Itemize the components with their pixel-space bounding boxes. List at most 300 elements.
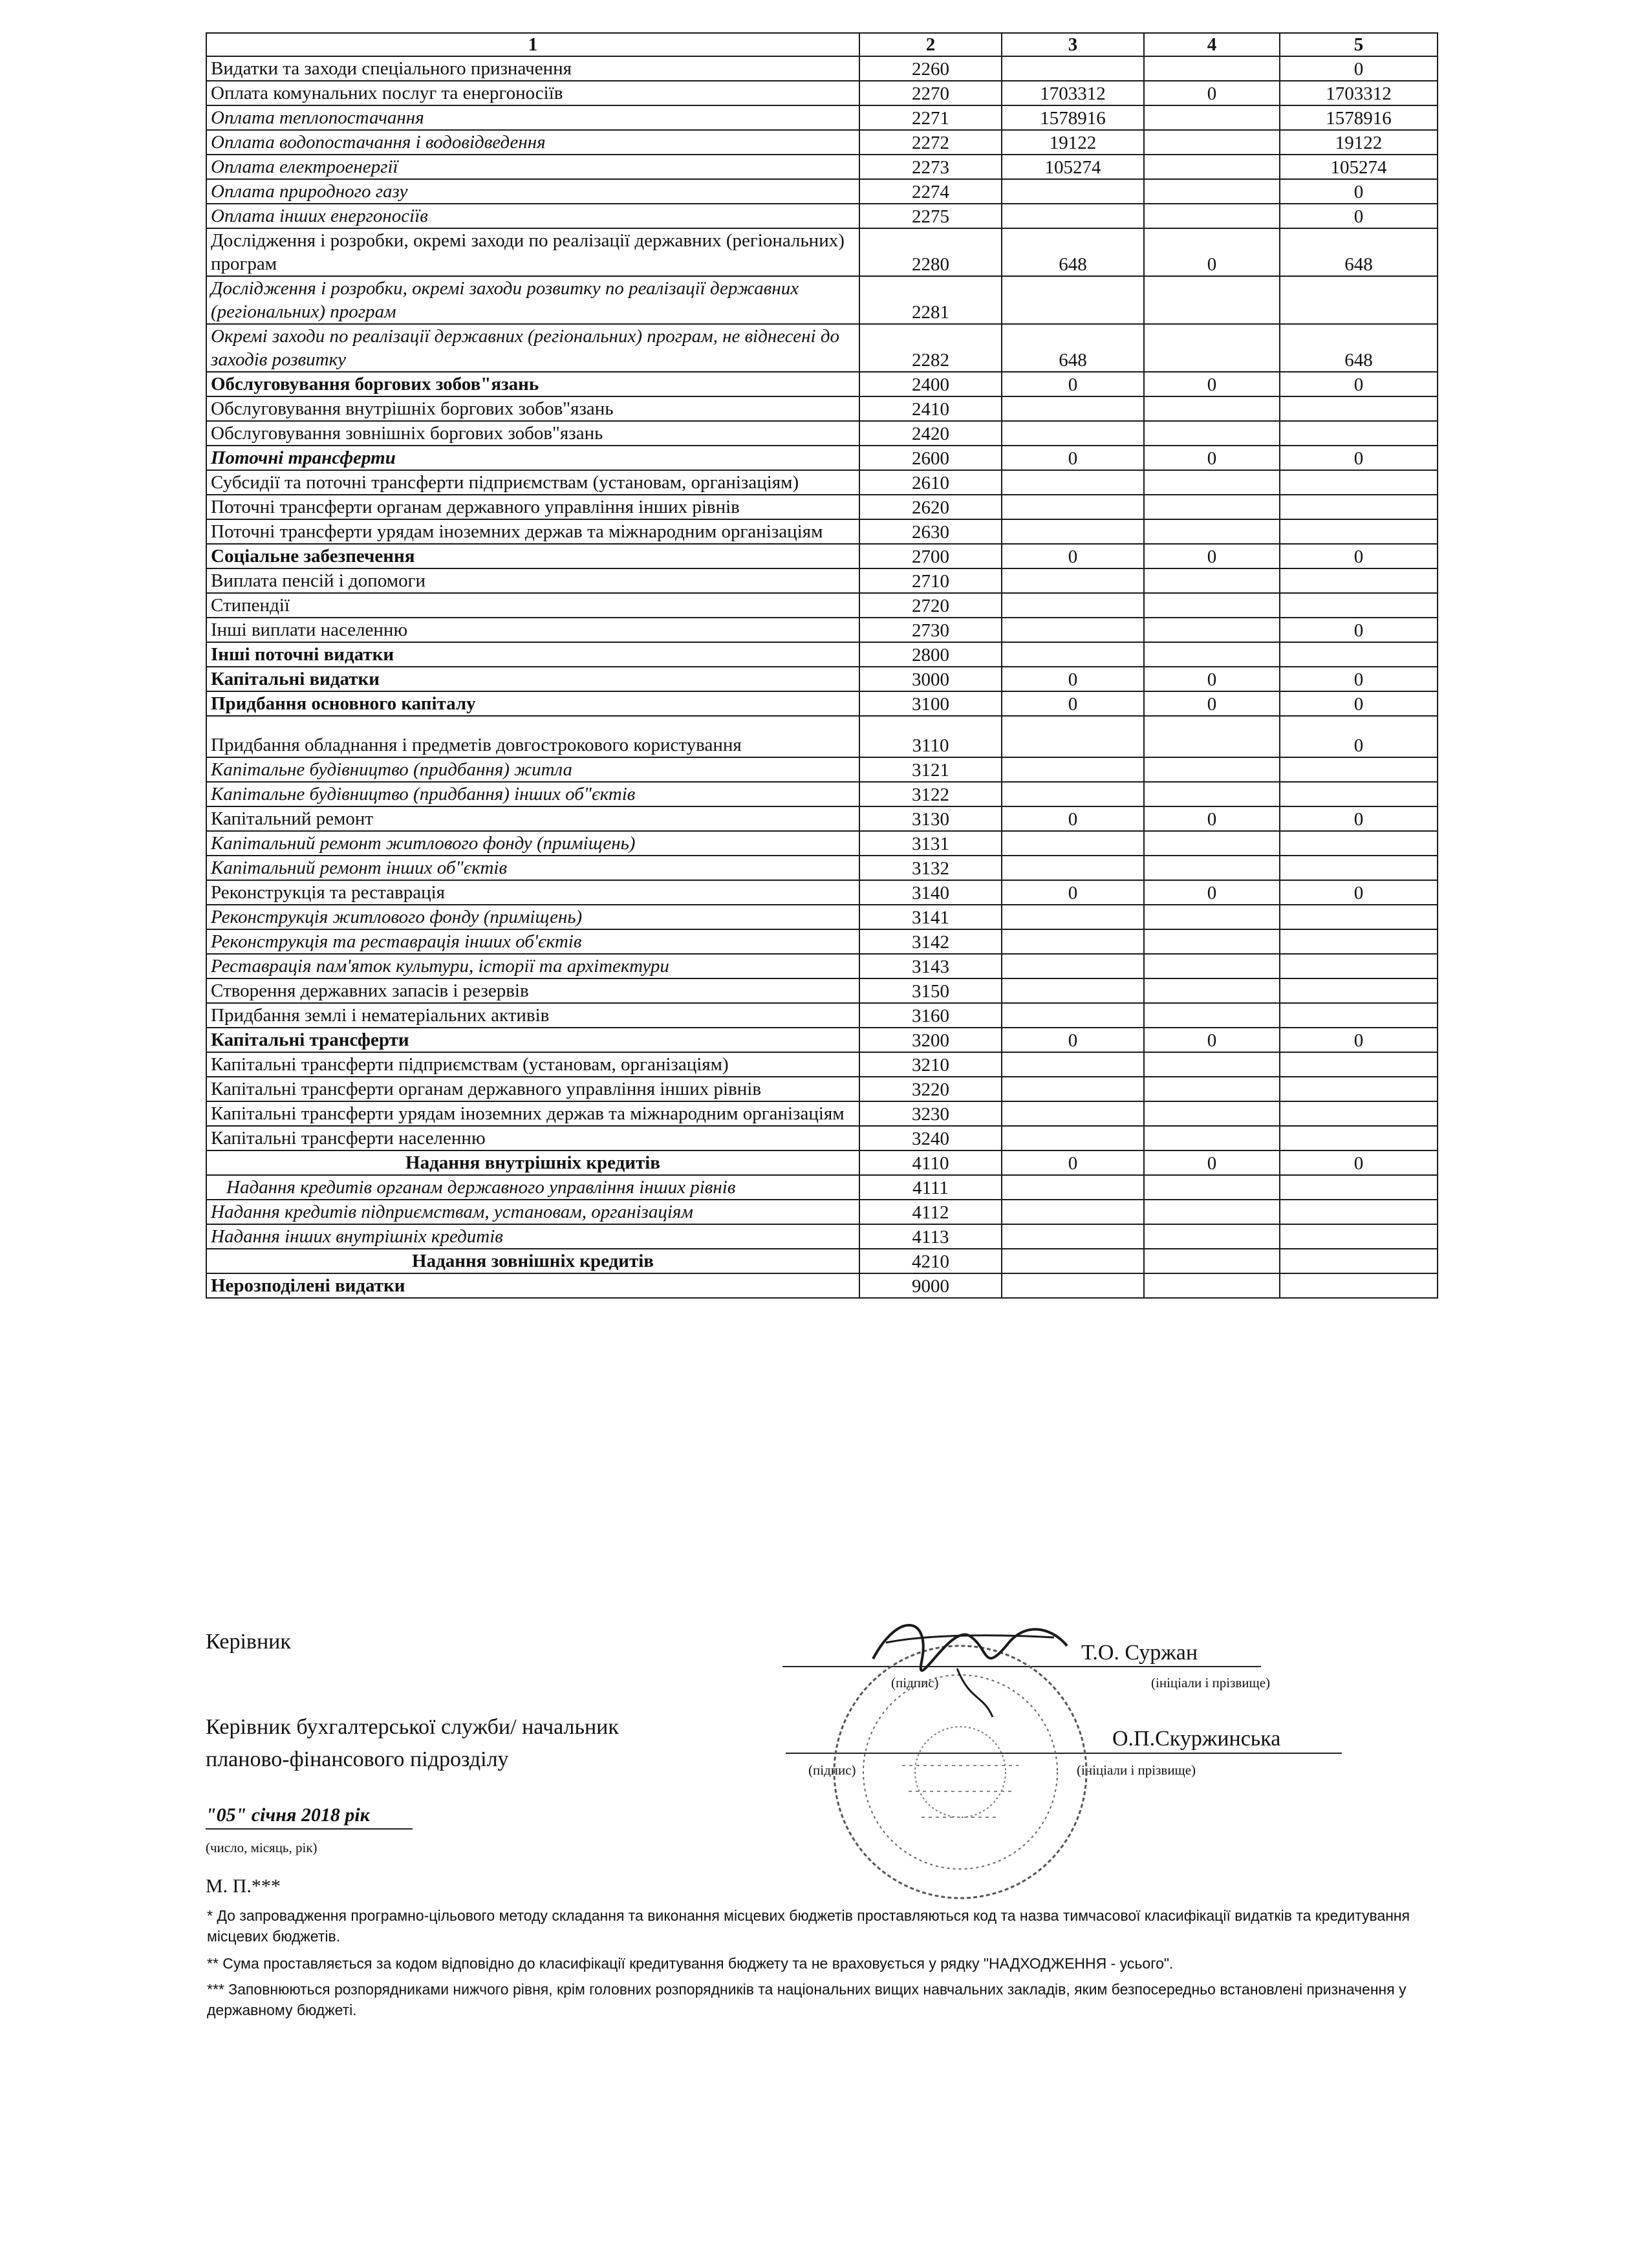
row-label: Придбання обладнання і предметів довгострокового користування	[206, 716, 859, 757]
row-code: 2280	[859, 228, 1002, 276]
row-code: 4113	[859, 1224, 1002, 1249]
row-label: Капітальне будівництво (придбання) житла	[206, 757, 859, 782]
accountant-title-line2: планово-фінансового підрозділу	[206, 1747, 509, 1771]
row-value-col-5: 0	[1280, 880, 1438, 905]
row-value-col-4	[1144, 978, 1280, 1003]
table-row	[206, 1224, 1438, 1249]
row-label: Оплата водопостачання і водовідведення	[206, 130, 859, 155]
row-value-col-4: 0	[1144, 1150, 1280, 1175]
row-label: Реконструкція та реставрація	[206, 880, 859, 905]
row-value-col-3	[1002, 519, 1144, 544]
table-row	[206, 806, 1438, 831]
row-value-col-4	[1144, 618, 1280, 642]
header-col-2: 2	[859, 33, 1002, 56]
footnote-3: *** Заповнюються розпорядниками нижчого рівня, крім головних розпорядників та національних вищих навчальних закладів, яким безпосередньо встановлені призначення у державному бюджеті.	[207, 1981, 1406, 2018]
row-value-col-4	[1144, 1249, 1280, 1273]
row-value-col-3: 0	[1002, 880, 1144, 905]
header-col-5: 5	[1280, 33, 1438, 56]
row-value-col-5	[1280, 1003, 1438, 1028]
head-title: Керівник	[206, 1630, 291, 1654]
row-value-col-4	[1144, 130, 1280, 155]
row-label: Видатки та заходи спеціального призначення	[206, 56, 859, 81]
row-code: 3131	[859, 831, 1002, 856]
row-value-col-4	[1144, 56, 1280, 81]
row-value-col-4	[1144, 1175, 1280, 1200]
row-label: Інші поточні видатки	[206, 642, 859, 667]
row-value-col-4	[1144, 204, 1280, 228]
row-value-col-5	[1280, 856, 1438, 880]
date-caption: (число, місяць, рік)	[206, 1840, 318, 1855]
table-row	[206, 856, 1438, 880]
row-value-col-3	[1002, 618, 1144, 642]
table-row	[206, 372, 1438, 396]
row-value-col-5: 0	[1280, 667, 1438, 691]
table-row	[206, 880, 1438, 905]
table-header-row	[206, 33, 1438, 56]
row-label: Окремі заходи по реалізації державних (регіональних) програм, не віднесені до заходів розвитку	[206, 324, 859, 372]
row-label: Поточні трансферти урядам іноземних держав та міжнародним організаціям	[206, 519, 859, 544]
row-code: 2700	[859, 544, 1002, 568]
row-code: 3240	[859, 1126, 1002, 1150]
table-row	[206, 446, 1438, 470]
row-value-col-4	[1144, 1003, 1280, 1028]
handwritten-signature-head	[860, 1597, 1073, 1720]
row-value-col-5: 0	[1280, 179, 1438, 204]
row-code: 4112	[859, 1200, 1002, 1224]
row-value-col-5	[1280, 470, 1438, 495]
row-value-col-3	[1002, 204, 1144, 228]
row-value-col-4	[1144, 1273, 1280, 1298]
row-label: Виплата пенсій і допомоги	[206, 568, 859, 593]
row-code: 3141	[859, 905, 1002, 929]
table-row	[206, 56, 1438, 81]
row-value-col-3	[1002, 470, 1144, 495]
row-code: 2282	[859, 324, 1002, 372]
row-value-col-5	[1280, 495, 1438, 519]
table-row	[206, 1126, 1438, 1150]
row-label: Поточні трансферти	[206, 446, 859, 470]
row-label: Капітальний ремонт інших об"єктів	[206, 856, 859, 880]
row-value-col-3: 0	[1002, 372, 1144, 396]
row-value-col-4	[1144, 179, 1280, 204]
table-row	[206, 667, 1438, 691]
row-label: Обслуговування зовнішніх боргових зобов"язань	[206, 421, 859, 446]
header-col-1: 1	[206, 33, 859, 56]
row-label: Субсидії та поточні трансферти підприємствам (установам, організаціям)	[206, 470, 859, 495]
row-value-col-3	[1002, 929, 1144, 954]
row-value-col-4	[1144, 155, 1280, 179]
row-value-col-3	[1002, 1003, 1144, 1028]
row-value-col-3	[1002, 782, 1144, 806]
row-label: Соціальне забезпечення	[206, 544, 859, 568]
row-value-col-4: 0	[1144, 372, 1280, 396]
row-value-col-3	[1002, 276, 1144, 324]
row-label: Придбання землі і нематеріальних активів	[206, 1003, 859, 1028]
row-label: Капітальні трансферти органам державного управління інших рівнів	[206, 1077, 859, 1101]
row-value-col-3	[1002, 642, 1144, 667]
row-value-col-3: 0	[1002, 544, 1144, 568]
row-value-col-4	[1144, 1200, 1280, 1224]
table-row	[206, 1175, 1438, 1200]
row-value-col-5	[1280, 1077, 1438, 1101]
table-row	[206, 642, 1438, 667]
row-value-col-5: 0	[1280, 1150, 1438, 1175]
row-code: 2273	[859, 155, 1002, 179]
date-underline	[206, 1828, 413, 1830]
row-label: Капітальне будівництво (придбання) інших об"єктів	[206, 782, 859, 806]
budget-expenditure-table	[206, 32, 1438, 1299]
row-value-col-3	[1002, 1052, 1144, 1077]
row-label: Капітальний ремонт житлового фонду (приміщень)	[206, 831, 859, 856]
row-value-col-4	[1144, 929, 1280, 954]
row-value-col-3: 0	[1002, 1150, 1144, 1175]
row-value-col-4	[1144, 1224, 1280, 1249]
row-value-col-4	[1144, 1052, 1280, 1077]
row-value-col-5	[1280, 929, 1438, 954]
row-value-col-3: 0	[1002, 446, 1144, 470]
row-value-col-4	[1144, 1077, 1280, 1101]
table-row	[206, 1077, 1438, 1101]
row-value-col-3	[1002, 495, 1144, 519]
accountant-name: О.П.Скуржинська	[1112, 1727, 1281, 1751]
row-label: Оплата комунальних послуг та енергоносіїв	[206, 81, 859, 105]
row-value-col-5	[1280, 519, 1438, 544]
row-value-col-3	[1002, 179, 1144, 204]
row-code: 2400	[859, 372, 1002, 396]
row-value-col-5	[1280, 421, 1438, 446]
row-code: 3121	[859, 757, 1002, 782]
row-value-col-3	[1002, 716, 1144, 757]
row-value-col-3: 1578916	[1002, 105, 1144, 130]
accountant-title-line1: Керівник бухгалтерської служби/ начальник	[206, 1715, 619, 1739]
row-value-col-4	[1144, 421, 1280, 446]
row-label: Обслуговування боргових зобов"язань	[206, 372, 859, 396]
header-col-3: 3	[1002, 33, 1144, 56]
row-label: Капітальні трансферти	[206, 1028, 859, 1052]
row-value-col-3	[1002, 1101, 1144, 1126]
row-value-col-3	[1002, 593, 1144, 618]
row-value-col-3	[1002, 1224, 1144, 1249]
row-value-col-4	[1144, 716, 1280, 757]
row-label: Поточні трансферти органам державного управління інших рівнів	[206, 495, 859, 519]
row-label: Капітальний ремонт	[206, 806, 859, 831]
table-row	[206, 81, 1438, 105]
row-value-col-3	[1002, 954, 1144, 978]
row-value-col-3: 0	[1002, 667, 1144, 691]
row-code: 3130	[859, 806, 1002, 831]
table-row	[206, 324, 1438, 372]
table-row	[206, 757, 1438, 782]
table-row	[206, 1028, 1438, 1052]
row-label: Надання інших внутрішніх кредитів	[206, 1224, 859, 1249]
row-code: 3142	[859, 929, 1002, 954]
row-value-col-3	[1002, 1077, 1144, 1101]
row-code: 3122	[859, 782, 1002, 806]
row-value-col-5	[1280, 1200, 1438, 1224]
row-label: Реконструкція та реставрація інших об'єктів	[206, 929, 859, 954]
table-row	[206, 396, 1438, 421]
row-value-col-3	[1002, 1175, 1144, 1200]
row-value-col-5	[1280, 954, 1438, 978]
row-code: 2271	[859, 105, 1002, 130]
row-value-col-3: 105274	[1002, 155, 1144, 179]
row-value-col-4	[1144, 905, 1280, 929]
row-label: Обслуговування внутрішніх боргових зобов"язань	[206, 396, 859, 421]
row-code: 9000	[859, 1273, 1002, 1298]
row-value-col-4	[1144, 324, 1280, 372]
row-value-col-5: 648	[1280, 228, 1438, 276]
table-row	[206, 130, 1438, 155]
row-value-col-4	[1144, 757, 1280, 782]
table-row	[206, 519, 1438, 544]
row-label: Надання зовнішніх кредитів	[206, 1249, 859, 1273]
table-row	[206, 495, 1438, 519]
row-code: 2275	[859, 204, 1002, 228]
row-value-col-4: 0	[1144, 880, 1280, 905]
row-value-col-4	[1144, 856, 1280, 880]
row-value-col-4	[1144, 105, 1280, 130]
row-code: 3150	[859, 978, 1002, 1003]
row-value-col-4	[1144, 831, 1280, 856]
row-code: 2420	[859, 421, 1002, 446]
row-value-col-3: 0	[1002, 1028, 1144, 1052]
row-code: 4111	[859, 1175, 1002, 1200]
row-value-col-5	[1280, 978, 1438, 1003]
row-value-col-4	[1144, 519, 1280, 544]
row-value-col-3	[1002, 1200, 1144, 1224]
table-row	[206, 228, 1438, 276]
table-row	[206, 1200, 1438, 1224]
row-label: Оплата природного газу	[206, 179, 859, 204]
row-code: 2281	[859, 276, 1002, 324]
table-row	[206, 978, 1438, 1003]
row-value-col-5	[1280, 396, 1438, 421]
row-value-col-5: 0	[1280, 618, 1438, 642]
row-label: Оплата теплопостачання	[206, 105, 859, 130]
row-value-col-4	[1144, 642, 1280, 667]
row-value-col-4: 0	[1144, 81, 1280, 105]
row-code: 2630	[859, 519, 1002, 544]
table-row	[206, 105, 1438, 130]
row-value-col-5: 19122	[1280, 130, 1438, 155]
row-value-col-3	[1002, 1249, 1144, 1273]
table-row	[206, 782, 1438, 806]
row-value-col-5: 648	[1280, 324, 1438, 372]
row-value-col-5: 0	[1280, 372, 1438, 396]
row-value-col-4	[1144, 396, 1280, 421]
row-code: 2720	[859, 593, 1002, 618]
row-code: 2710	[859, 568, 1002, 593]
row-value-col-4: 0	[1144, 667, 1280, 691]
head-name-caption: (ініціали і прізвище)	[1151, 1675, 1271, 1690]
row-value-col-5: 0	[1280, 691, 1438, 716]
row-label: Надання внутрішніх кредитів	[206, 1150, 859, 1175]
row-value-col-4	[1144, 1101, 1280, 1126]
row-label: Дослідження і розробки, окремі заходи розвитку по реалізації державних (регіональних) програм	[206, 276, 859, 324]
row-value-col-4: 0	[1144, 1028, 1280, 1052]
row-code: 3143	[859, 954, 1002, 978]
row-value-col-3	[1002, 856, 1144, 880]
row-value-col-3	[1002, 757, 1144, 782]
table-row	[206, 618, 1438, 642]
row-value-col-5: 0	[1280, 716, 1438, 757]
row-value-col-5: 0	[1280, 446, 1438, 470]
row-code: 2274	[859, 179, 1002, 204]
row-value-col-3	[1002, 905, 1144, 929]
row-value-col-3: 19122	[1002, 130, 1144, 155]
row-value-col-3: 0	[1002, 806, 1144, 831]
table-row	[206, 593, 1438, 618]
row-label: Капітальні видатки	[206, 667, 859, 691]
row-code: 2620	[859, 495, 1002, 519]
row-code: 2610	[859, 470, 1002, 495]
row-value-col-5	[1280, 593, 1438, 618]
table-row	[206, 1273, 1438, 1298]
row-code: 4210	[859, 1249, 1002, 1273]
row-code: 2800	[859, 642, 1002, 667]
row-label: Інші виплати населенню	[206, 618, 859, 642]
row-code: 3210	[859, 1052, 1002, 1077]
row-code: 3100	[859, 691, 1002, 716]
table-row	[206, 954, 1438, 978]
row-code: 3140	[859, 880, 1002, 905]
row-code: 3110	[859, 716, 1002, 757]
row-value-col-4	[1144, 954, 1280, 978]
table-body	[206, 33, 1438, 1298]
row-code: 2410	[859, 396, 1002, 421]
row-label: Оплата інших енергоносіїв	[206, 204, 859, 228]
row-value-col-5: 105274	[1280, 155, 1438, 179]
row-value-col-5	[1280, 568, 1438, 593]
row-value-col-3	[1002, 568, 1144, 593]
header-col-4: 4	[1144, 33, 1280, 56]
row-code: 3220	[859, 1077, 1002, 1101]
row-code: 3160	[859, 1003, 1002, 1028]
row-value-col-5	[1280, 1273, 1438, 1298]
row-value-col-4	[1144, 593, 1280, 618]
row-label: Надання кредитів підприємствам, установам, організаціям	[206, 1200, 859, 1224]
row-value-col-4: 0	[1144, 806, 1280, 831]
row-value-col-3: 0	[1002, 691, 1144, 716]
row-value-col-3	[1002, 978, 1144, 1003]
row-label: Надання кредитів органам державного управління інших рівнів	[206, 1175, 859, 1200]
row-value-col-5	[1280, 642, 1438, 667]
row-value-col-4	[1144, 568, 1280, 593]
row-value-col-5: 1703312	[1280, 81, 1438, 105]
row-label: Оплата електроенергії	[206, 155, 859, 179]
row-value-col-3	[1002, 56, 1144, 81]
row-label: Стипендії	[206, 593, 859, 618]
row-label: Реконструкція житлового фонду (приміщень)	[206, 905, 859, 929]
footnote-1: * До запровадження програмно-цільового методу складання та виконання місцевих бюджетів проставляються код та назва тимчасової класифікації видатків та кредитування місцевих бюджетів.	[207, 1907, 1410, 1945]
accountant-signature-caption: (підпис)	[808, 1762, 856, 1778]
row-value-col-5	[1280, 1126, 1438, 1150]
row-label: Нерозподілені видатки	[206, 1273, 859, 1298]
row-value-col-5	[1280, 757, 1438, 782]
row-value-col-5: 0	[1280, 544, 1438, 568]
row-value-col-4	[1144, 782, 1280, 806]
row-value-col-5	[1280, 1101, 1438, 1126]
row-value-col-4: 0	[1144, 446, 1280, 470]
table-row	[206, 691, 1438, 716]
row-value-col-5: 1578916	[1280, 105, 1438, 130]
row-value-col-5	[1280, 782, 1438, 806]
row-value-col-3	[1002, 831, 1144, 856]
row-code: 3230	[859, 1101, 1002, 1126]
row-label: Створення державних запасів і резервів	[206, 978, 859, 1003]
row-value-col-3	[1002, 396, 1144, 421]
row-code: 3200	[859, 1028, 1002, 1052]
row-value-col-5	[1280, 1249, 1438, 1273]
row-value-col-4	[1144, 276, 1280, 324]
seal-mark: М. П.***	[206, 1875, 281, 1897]
row-value-col-3: 648	[1002, 324, 1144, 372]
document-date: "05" січня 2018 рік	[206, 1804, 370, 1826]
table-row	[206, 831, 1438, 856]
table-row	[206, 470, 1438, 495]
row-value-col-5: 0	[1280, 806, 1438, 831]
table-row	[206, 421, 1438, 446]
row-code: 2270	[859, 81, 1002, 105]
row-code: 3132	[859, 856, 1002, 880]
table-row	[206, 716, 1438, 757]
table-row	[206, 276, 1438, 324]
row-code: 2600	[859, 446, 1002, 470]
table-row	[206, 179, 1438, 204]
row-label: Капітальні трансферти населенню	[206, 1126, 859, 1150]
row-value-col-3: 648	[1002, 228, 1144, 276]
row-label: Капітальні трансферти підприємствам (установам, організаціям)	[206, 1052, 859, 1077]
row-label: Реставрація пам'яток культури, історії та архітектури	[206, 954, 859, 978]
row-label: Дослідження і розробки, окремі заходи по реалізації державних (регіональних) програм	[206, 228, 859, 276]
row-value-col-5	[1280, 1224, 1438, 1249]
row-value-col-4	[1144, 470, 1280, 495]
row-label: Капітальні трансферти урядам іноземних держав та міжнародним організаціям	[206, 1101, 859, 1126]
row-value-col-5	[1280, 905, 1438, 929]
row-label: Придбання основного капіталу	[206, 691, 859, 716]
row-value-col-3: 1703312	[1002, 81, 1144, 105]
head-name: Т.О. Суржан	[1081, 1641, 1198, 1665]
table-row	[206, 1150, 1438, 1175]
row-value-col-5: 0	[1280, 1028, 1438, 1052]
table-row	[206, 1052, 1438, 1077]
accountant-name-caption: (ініціали і прізвище)	[1077, 1762, 1196, 1778]
table-row	[206, 204, 1438, 228]
footnote-2: ** Сума проставляється за кодом відповідно до класифікації кредитування бюджету та не враховується у рядку "НАДХОДЖЕННЯ - усього".	[207, 1955, 1174, 1972]
table-row	[206, 1249, 1438, 1273]
row-value-col-3	[1002, 1273, 1144, 1298]
row-code: 3000	[859, 667, 1002, 691]
row-code: 2730	[859, 618, 1002, 642]
table-row	[206, 929, 1438, 954]
row-value-col-4: 0	[1144, 691, 1280, 716]
row-value-col-3	[1002, 421, 1144, 446]
row-value-col-4: 0	[1144, 228, 1280, 276]
table-row	[206, 544, 1438, 568]
row-value-col-5: 0	[1280, 56, 1438, 81]
table-row	[206, 155, 1438, 179]
table-row	[206, 1101, 1438, 1126]
row-value-col-3	[1002, 1126, 1144, 1150]
row-value-col-5	[1280, 831, 1438, 856]
table-row	[206, 1003, 1438, 1028]
row-value-col-5: 0	[1280, 204, 1438, 228]
table-row	[206, 568, 1438, 593]
head-signature-caption: (підпис)	[891, 1675, 939, 1690]
row-code: 2260	[859, 56, 1002, 81]
row-value-col-4	[1144, 495, 1280, 519]
row-value-col-4: 0	[1144, 544, 1280, 568]
